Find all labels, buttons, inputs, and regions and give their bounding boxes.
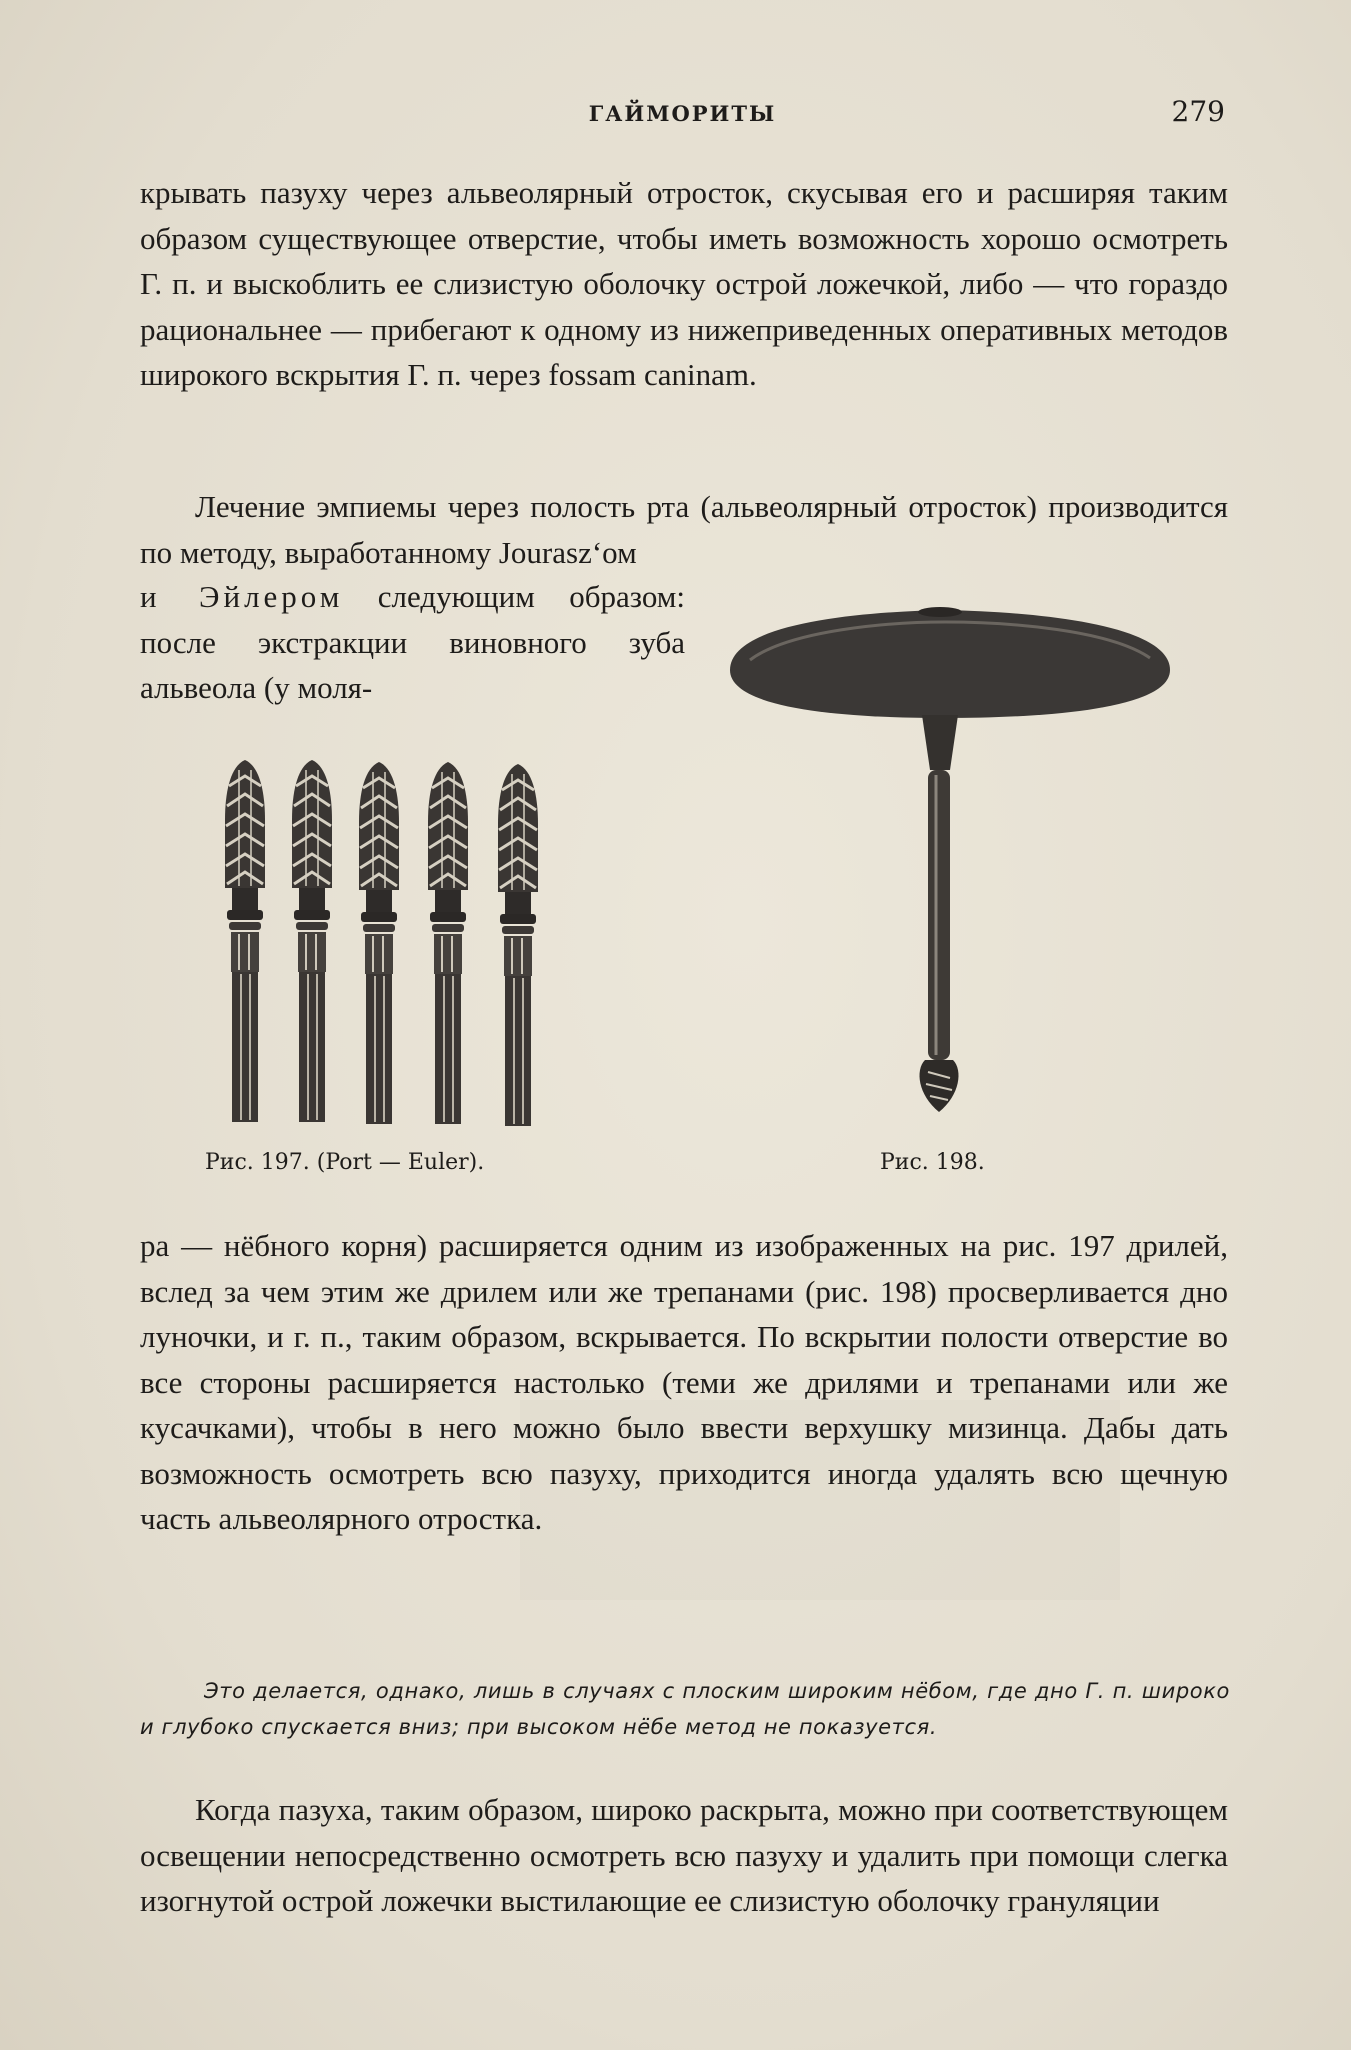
- page-header: [140, 95, 1225, 135]
- paragraph-3: [140, 574, 685, 711]
- drill-bit-4: [428, 762, 468, 1124]
- running-head: ГАЙМОРИТЫ: [588, 101, 777, 126]
- paragraph-1: [140, 170, 1228, 398]
- paragraph-1-text: крывать пазуху через альвеолярный отросток, скусывая его и расширяя таким образом существующее отверстие, чтобы иметь возможность хорошо осмотреть Г. п. и выскоблить ее слизистую оболочку острой ложечкой, либо — что гораздо рационaльнее — прибегают к одному из нижеприведенных оперативных методов широкого вскрытия Г. п. через fossam caninam.: [140, 175, 1228, 392]
- figure-197-caption: Рис. 197. (Port — Euler).: [205, 1150, 485, 1175]
- trephine-handle: [730, 610, 1170, 718]
- figure-198-trephine: [710, 600, 1180, 1120]
- paragraph-4-text: ра — нёбного корня) расширяется одним из изображенных на рис. 197 дрилей, вслед за чем этим же дрилем или же трепанами (рис. 198) просверливается дно луночки, и г. п., таким образом, вскрывается. По вскрытии полости отверстие во все стороны расширяется настолько (теми же дрилями и трепанами или же кусачками), чтобы в него можно было ввести верхушку мизинца. Дабы дать возможность осмотреть всю пазуху, приходится иногда удалять всю щечную часть альвеолярного отростка.: [140, 1228, 1228, 1536]
- page-number: 279: [1171, 95, 1225, 128]
- paragraph-3-text: [140, 574, 685, 711]
- drill-bit-1: [225, 760, 265, 1122]
- paragraph-5-text: Когда пазуха, таким образом, широко раскрыта, можно при соответствующем освещении непосредственно осмотреть всю пазуху и удалить при помощи слегка изогнутой острой ложечки выстилающие ее слизистую оболочку грануляции: [140, 1792, 1228, 1918]
- footnote-small-print: Это делается, однако, лишь в случаях с плоским широким нёбом, где дно Г. п. широко и глубоко спускается вниз; при высоком нёбе метод не показуется.: [140, 1679, 1230, 1739]
- drill-bit-2: [292, 760, 332, 1122]
- paragraph-4: [140, 1223, 1228, 1542]
- drill-bit-5: [498, 764, 538, 1126]
- paragraph-5: [140, 1787, 1228, 1924]
- drill-bit-3: [359, 762, 399, 1124]
- paragraph-2-text: Лечение эмпиемы через полость рта (альвеолярный отросток) производится по методу, выработанному Jourasz‘ом: [140, 489, 1228, 570]
- figure-198-caption: Рис. 198.: [880, 1150, 985, 1175]
- trephine-shaft: [928, 770, 950, 1060]
- figure-197-drills: [205, 745, 575, 1130]
- paragraph-2: [140, 484, 1228, 575]
- author-name: и Эйлером: [140, 579, 344, 614]
- trephine-neck: [922, 715, 958, 770]
- paragraph-3-rest: следующим образом: после экстракции виновного зуба альвеола (у моля-: [140, 579, 685, 705]
